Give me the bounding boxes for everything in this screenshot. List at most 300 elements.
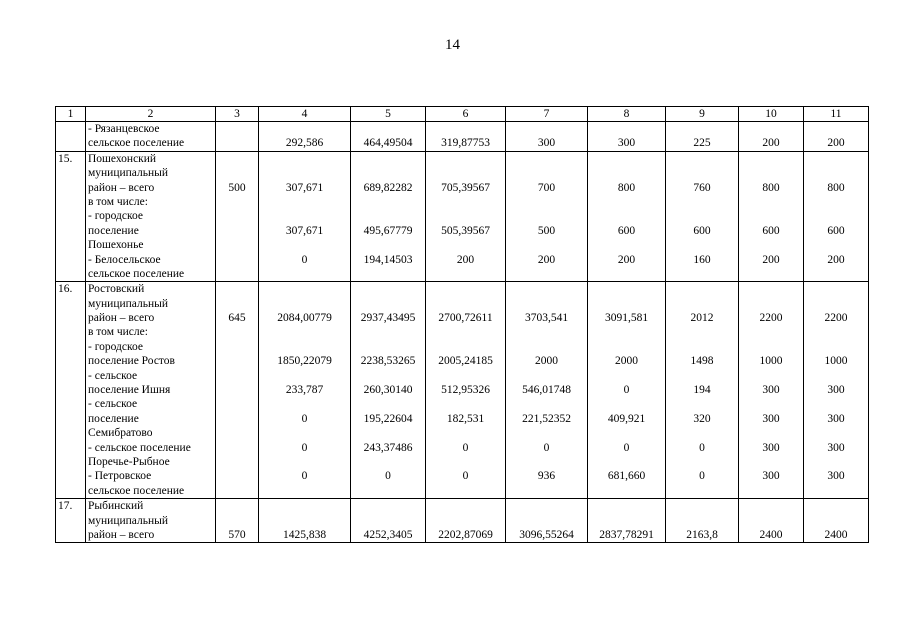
header-cell: 11 [804, 107, 869, 122]
value-line [806, 195, 866, 209]
value-line [353, 195, 423, 209]
value-cell-col-9 [666, 122, 739, 152]
value-cell-col-5 [351, 499, 426, 543]
value-line [218, 122, 256, 136]
value-line [218, 253, 256, 267]
value-line: 2937,43495 [360, 312, 416, 325]
value-line: 221,52352 [522, 412, 571, 425]
value-cell-col-6 [426, 282, 506, 499]
value-line [508, 369, 585, 383]
header-cell: 5 [351, 107, 426, 122]
value-line [353, 166, 423, 180]
value-cell-col-3 [216, 122, 259, 152]
value-line [261, 499, 348, 513]
label-line: Ростовский [88, 283, 145, 296]
header-cell: 1 [56, 107, 86, 122]
table-row [56, 122, 869, 152]
value-line: 307,671 [285, 181, 324, 194]
value-line: 160 [693, 253, 711, 266]
value-line: 200 [617, 253, 636, 266]
value-cell-col-8 [588, 151, 666, 282]
value-line [218, 166, 256, 180]
value-line [508, 122, 585, 136]
value-cell-col-10 [739, 151, 804, 282]
value-line [261, 484, 348, 498]
value-line [806, 166, 866, 180]
value-line [508, 267, 585, 281]
value-line [806, 297, 866, 311]
value-line [353, 484, 423, 498]
value-line: 700 [537, 181, 556, 194]
value-line: 195,22604 [363, 412, 413, 425]
label-line: - городское [88, 210, 144, 223]
value-line [590, 209, 663, 223]
value-line [668, 484, 736, 498]
row-label [86, 282, 216, 499]
value-line: 645 [228, 312, 246, 325]
value-line [218, 441, 256, 455]
label-line: поселение Ростов [88, 355, 175, 368]
value-cell-col-4 [259, 151, 351, 282]
value-line: 3096,55264 [519, 528, 574, 541]
value-line [668, 122, 736, 136]
value-line [428, 397, 503, 411]
value-line: 512,95326 [441, 384, 490, 397]
value-cell-col-11 [804, 151, 869, 282]
value-line: 292,586 [285, 137, 324, 150]
value-line: 1850,22079 [277, 355, 332, 368]
value-line [741, 426, 801, 440]
value-line [261, 426, 348, 440]
header-cell: 2 [86, 107, 216, 122]
value-line [428, 455, 503, 469]
value-line [668, 325, 736, 339]
value-line [353, 209, 423, 223]
value-line [590, 282, 663, 296]
value-line [353, 455, 423, 469]
value-line [218, 325, 256, 339]
value-line [261, 166, 348, 180]
value-line [668, 514, 736, 528]
label-line: - Белосельское [88, 253, 161, 266]
value-line [741, 484, 801, 498]
value-line [261, 455, 348, 469]
value-line: 300 [762, 470, 780, 483]
value-line [590, 397, 663, 411]
value-line [590, 426, 663, 440]
value-line [218, 354, 256, 368]
value-line: 300 [827, 412, 845, 425]
value-line [508, 195, 585, 209]
page-number: 14 [445, 37, 460, 53]
value-line [218, 209, 256, 223]
value-line [353, 426, 423, 440]
value-line [261, 238, 348, 252]
value-line: 2202,87069 [438, 528, 493, 541]
value-line [806, 340, 866, 354]
value-line: 570 [228, 528, 246, 541]
value-line: 307,671 [285, 224, 324, 237]
value-line [508, 152, 585, 166]
value-line [261, 397, 348, 411]
value-line: 300 [827, 384, 845, 397]
value-line: 409,921 [607, 412, 646, 425]
label-line: - Рязанцевское [88, 123, 160, 135]
value-cell-col-3 [216, 151, 259, 282]
value-line: 495,67779 [363, 224, 413, 237]
value-line [428, 340, 503, 354]
value-line [218, 383, 256, 397]
value-line: 600 [693, 224, 711, 237]
value-line: 1000 [759, 355, 783, 368]
value-line [428, 152, 503, 166]
value-line: 200 [456, 253, 475, 266]
value-line [428, 282, 503, 296]
value-line: 300 [762, 412, 780, 425]
value-line [668, 369, 736, 383]
value-line: 319,87753 [441, 137, 490, 150]
value-line [218, 152, 256, 166]
value-line: 4252,3405 [363, 528, 413, 541]
value-line [428, 297, 503, 311]
value-line [218, 282, 256, 296]
value-line: 2000 [615, 355, 638, 368]
value-line [741, 455, 801, 469]
value-line [218, 514, 256, 528]
value-cell-col-9 [666, 151, 739, 282]
value-line [261, 122, 348, 136]
value-line: 225 [693, 137, 711, 150]
value-line [218, 412, 256, 426]
row-label [86, 151, 216, 282]
value-line [806, 122, 866, 136]
value-line [741, 238, 801, 252]
label-line: район – всего [88, 312, 155, 325]
value-line [508, 166, 585, 180]
label-line: - Петровское [88, 470, 152, 483]
value-line [590, 514, 663, 528]
value-line: 2005,24185 [438, 355, 493, 368]
label-line: Пошехонский [88, 152, 157, 165]
value-line [353, 340, 423, 354]
value-line: 2700,72611 [438, 312, 493, 325]
header-cell: 4 [259, 107, 351, 122]
label-line: поселение [88, 412, 139, 425]
label-line: - сельское [88, 369, 138, 382]
label-line: в том числе: [88, 326, 148, 339]
value-line [806, 499, 866, 513]
value-line [590, 238, 663, 252]
header-cell: 3 [216, 107, 259, 122]
value-line: 0 [301, 253, 308, 266]
value-line [428, 426, 503, 440]
value-cell-col-3 [216, 499, 259, 543]
value-line [741, 152, 801, 166]
value-line [218, 426, 256, 440]
value-line [668, 152, 736, 166]
label-line: муниципальный [88, 297, 169, 310]
value-line [741, 499, 801, 513]
value-line [218, 455, 256, 469]
value-cell-col-11 [804, 499, 869, 543]
row-number: 16. [56, 282, 86, 499]
label-line: муниципальный [88, 167, 169, 180]
data-table [55, 106, 869, 543]
value-line: 200 [827, 137, 845, 150]
value-line [590, 166, 663, 180]
value-line: 260,30140 [363, 384, 413, 397]
value-line [668, 455, 736, 469]
value-line [508, 238, 585, 252]
value-line: 2400 [824, 528, 848, 541]
value-line [218, 267, 256, 281]
value-line: 0 [699, 470, 705, 483]
value-line [741, 195, 801, 209]
value-line [218, 369, 256, 383]
value-line: 200 [827, 253, 845, 266]
value-line: 182,531 [446, 412, 485, 425]
value-cell-col-7 [506, 151, 588, 282]
value-line [218, 499, 256, 513]
value-line: 2238,53265 [360, 355, 416, 368]
value-cell-col-3 [216, 282, 259, 499]
value-line: 300 [617, 137, 636, 150]
value-line [218, 340, 256, 354]
value-cell-col-7 [506, 282, 588, 499]
table-row [56, 282, 869, 499]
value-line: 300 [762, 384, 780, 397]
value-line: 2200 [824, 312, 848, 325]
value-line: 2200 [759, 312, 783, 325]
value-line [806, 152, 866, 166]
label-line: сельское поселение [88, 267, 185, 280]
value-line: 2084,00779 [277, 312, 332, 325]
value-line [668, 209, 736, 223]
value-line [741, 166, 801, 180]
value-line [508, 426, 585, 440]
value-line: 300 [537, 137, 556, 150]
value-line [806, 369, 866, 383]
value-line [741, 514, 801, 528]
value-line [508, 325, 585, 339]
value-cell-col-8 [588, 499, 666, 543]
value-line: 0 [462, 441, 469, 454]
row-number: 15. [56, 151, 86, 282]
value-line: 2012 [690, 312, 714, 325]
value-line [218, 136, 256, 150]
value-line [353, 282, 423, 296]
value-line [590, 340, 663, 354]
value-line: 681,660 [607, 470, 646, 483]
label-line: Семибратово [88, 427, 153, 440]
value-line [353, 122, 423, 136]
value-line [508, 209, 585, 223]
label-line: - городское [88, 340, 144, 353]
value-line [806, 455, 866, 469]
value-line: 1498 [690, 355, 714, 368]
value-line: 689,82282 [363, 181, 413, 194]
header-cell: 6 [426, 107, 506, 122]
value-line [806, 282, 866, 296]
value-line [741, 297, 801, 311]
row-label [86, 122, 216, 152]
label-line: - сельское поселение [88, 441, 191, 454]
value-line [353, 499, 423, 513]
value-line: 0 [462, 470, 469, 483]
value-cell-col-10 [739, 122, 804, 152]
value-line [806, 484, 866, 498]
value-line [590, 325, 663, 339]
value-line [353, 297, 423, 311]
value-line [261, 297, 348, 311]
label-line: Рыбинский [88, 500, 144, 513]
value-line: 800 [827, 181, 845, 194]
value-line [261, 267, 348, 281]
value-line [261, 325, 348, 339]
value-line [741, 325, 801, 339]
value-line: 800 [762, 181, 780, 194]
value-line: 2163,8 [686, 528, 718, 541]
value-line: 1000 [824, 355, 848, 368]
value-line [806, 426, 866, 440]
value-line [741, 340, 801, 354]
label-line: Поречье-Рыбное [88, 455, 170, 468]
value-line [741, 282, 801, 296]
value-line [508, 397, 585, 411]
value-line: 500 [228, 181, 246, 194]
header-cell: 8 [588, 107, 666, 122]
value-cell-col-11 [804, 282, 869, 499]
label-line: поселение [88, 224, 139, 237]
value-line [353, 152, 423, 166]
value-line [353, 325, 423, 339]
value-line [508, 282, 585, 296]
value-cell-col-4 [259, 282, 351, 499]
value-line: 1425,838 [282, 528, 327, 541]
value-line [261, 340, 348, 354]
label-line: район – всего [88, 528, 155, 541]
value-line: 0 [543, 441, 550, 454]
header-cell: 9 [666, 107, 739, 122]
value-line: 705,39567 [441, 181, 490, 194]
value-line [218, 195, 256, 209]
value-line: 243,37486 [363, 441, 413, 454]
value-cell-col-6 [426, 499, 506, 543]
value-line [353, 514, 423, 528]
value-line: 0 [301, 470, 308, 483]
value-line [508, 484, 585, 498]
value-line [428, 484, 503, 498]
value-line [428, 209, 503, 223]
value-cell-col-10 [739, 499, 804, 543]
value-line [428, 122, 503, 136]
label-line: район – всего [88, 181, 155, 194]
value-line: 936 [537, 470, 556, 483]
label-line: Пошехонье [88, 239, 144, 252]
value-line: 600 [827, 224, 845, 237]
value-line [508, 499, 585, 513]
value-line [508, 297, 585, 311]
table-row [56, 499, 869, 543]
value-line [428, 369, 503, 383]
value-line [590, 122, 663, 136]
value-line [741, 267, 801, 281]
value-line [261, 152, 348, 166]
value-line: 2400 [759, 528, 783, 541]
value-line [806, 514, 866, 528]
value-line [428, 238, 503, 252]
label-line: муниципальный [88, 514, 169, 527]
value-line: 0 [301, 441, 308, 454]
value-line [668, 499, 736, 513]
value-cell-col-11 [804, 122, 869, 152]
value-line [218, 469, 256, 483]
value-cell-col-8 [588, 122, 666, 152]
value-line [428, 195, 503, 209]
value-cell-col-9 [666, 282, 739, 499]
value-line [806, 209, 866, 223]
value-line [668, 238, 736, 252]
table-body [56, 107, 869, 543]
value-line: 300 [762, 441, 780, 454]
value-line [590, 297, 663, 311]
value-line [508, 455, 585, 469]
value-line [590, 499, 663, 513]
value-line [353, 397, 423, 411]
value-cell-col-9 [666, 499, 739, 543]
value-cell-col-7 [506, 122, 588, 152]
value-line [806, 397, 866, 411]
value-line [668, 297, 736, 311]
value-line [668, 426, 736, 440]
value-line [218, 297, 256, 311]
value-line [261, 209, 348, 223]
value-cell-col-7 [506, 499, 588, 543]
value-line: 600 [617, 224, 636, 237]
value-line [261, 195, 348, 209]
value-line [668, 195, 736, 209]
value-line: 194,14503 [363, 253, 413, 266]
value-line: 800 [617, 181, 636, 194]
value-line: 200 [762, 253, 780, 266]
value-cell-col-5 [351, 122, 426, 152]
value-line: 0 [623, 384, 630, 397]
label-line: - сельское [88, 398, 138, 411]
value-line: 0 [699, 441, 705, 454]
value-line [668, 166, 736, 180]
value-line [590, 455, 663, 469]
value-cell-col-5 [351, 151, 426, 282]
value-line [218, 238, 256, 252]
value-line: 194 [693, 384, 711, 397]
value-line: 600 [762, 224, 780, 237]
value-line: 200 [762, 137, 780, 150]
label-line: сельское поселение [88, 137, 185, 150]
value-cell-col-5 [351, 282, 426, 499]
row-number [56, 122, 86, 152]
value-line [590, 267, 663, 281]
value-line: 464,49504 [363, 137, 413, 150]
table-row [56, 151, 869, 282]
value-line [428, 499, 503, 513]
value-line [668, 282, 736, 296]
value-cell-col-6 [426, 151, 506, 282]
value-line [218, 397, 256, 411]
value-line [428, 325, 503, 339]
value-line: 3091,581 [604, 312, 649, 325]
value-line: 300 [827, 441, 845, 454]
value-cell-col-4 [259, 122, 351, 152]
